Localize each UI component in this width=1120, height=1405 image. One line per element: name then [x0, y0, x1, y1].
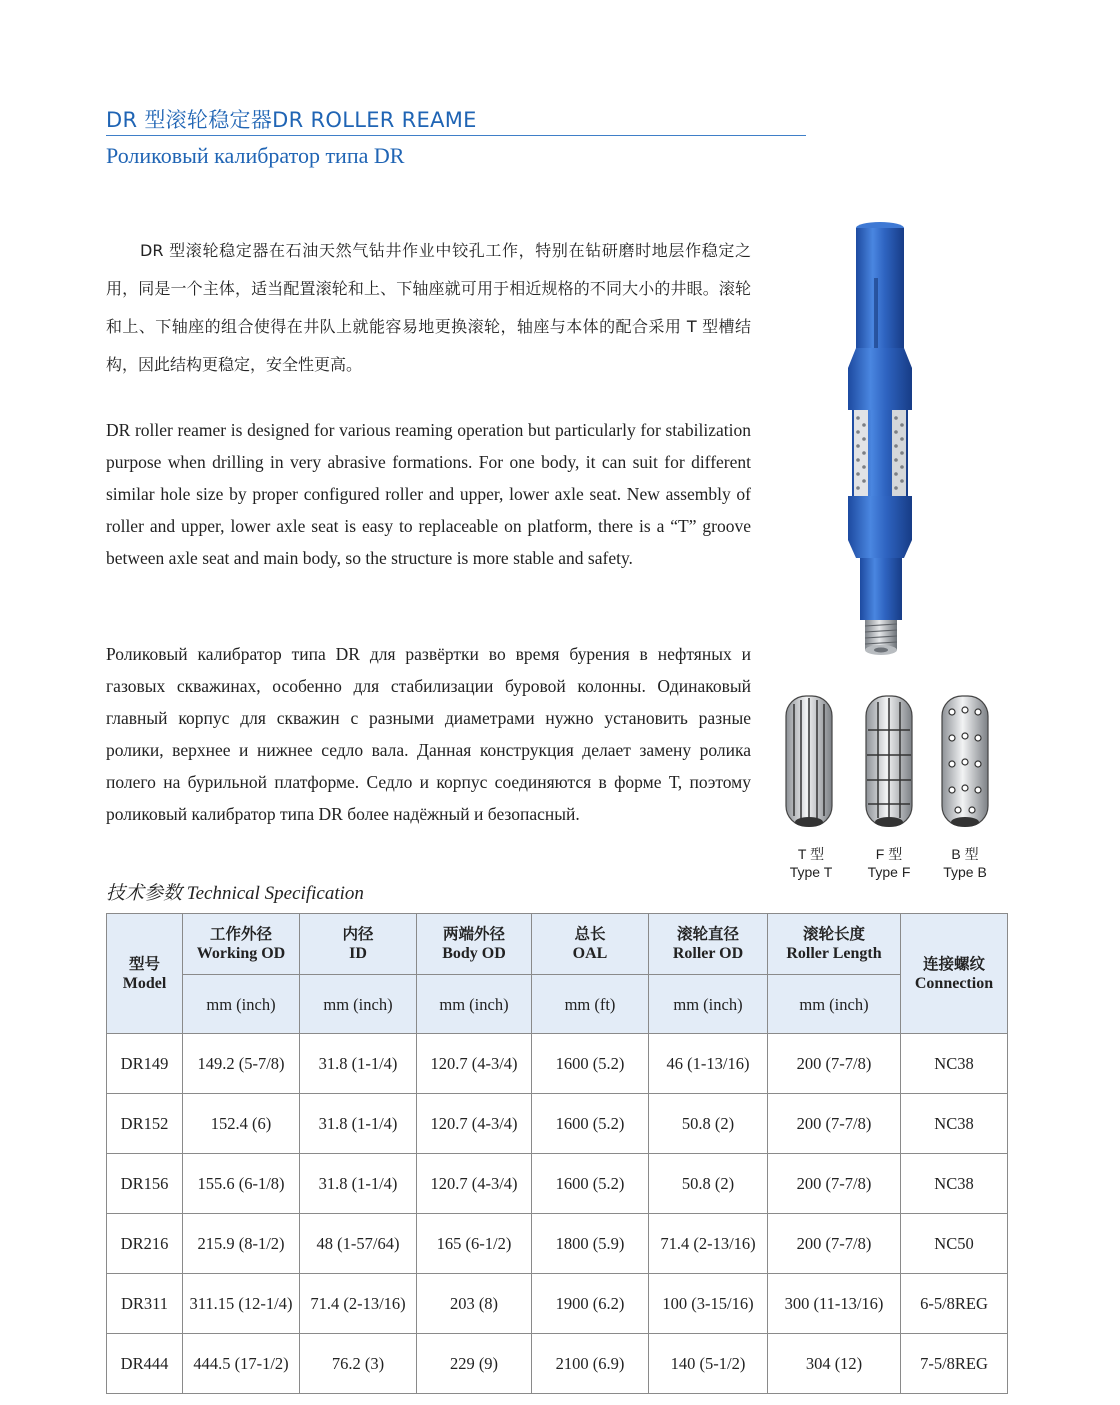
cell-oal: 1600 (5.2) [532, 1094, 649, 1154]
page-title: DR 型滚轮稳定器DR ROLLER REAME [106, 108, 477, 132]
cell-connection: NC38 [901, 1094, 1008, 1154]
cell-roller-od: 46 (1-13/16) [649, 1034, 768, 1094]
cell-body-od: 120.7 (4-3/4) [417, 1034, 532, 1094]
cell-model: DR149 [107, 1034, 183, 1094]
roller-caption-f-cn: F 型 [875, 846, 903, 862]
description-en: DR roller reamer is designed for various reaming operation but particularly for stabilization purpose when drilling in very abrasive formations. For one body, it can suit for different similar hole size by proper configured roller and upper, lower axle seat. New assembly of roller and upper, lower axle seat is easy to replaceable on platform, there is a “T” groove between axle seat and main body, so the structure is more stable and safety. [106, 420, 751, 568]
spec-section-title: 技术参数 Technical Specification [106, 883, 364, 904]
table-unit-row [107, 975, 1008, 1034]
roller-caption-t-en: Type T [789, 864, 833, 880]
cell-model: DR216 [107, 1214, 183, 1274]
cell-connection: NC50 [901, 1214, 1008, 1274]
table-row [107, 1274, 1008, 1334]
roller-caption-t-cn: T 型 [797, 846, 825, 862]
cell-connection: 6-5/8REG [901, 1274, 1008, 1334]
table-row [107, 1094, 1008, 1154]
cell-roller-length: 304 (12) [768, 1334, 901, 1394]
cell-body-od: 120.7 (4-3/4) [417, 1094, 532, 1154]
cell-oal: 1800 (5.9) [532, 1214, 649, 1274]
unit-id: mm (inch) [300, 975, 417, 1034]
roller-type-b-icon [942, 696, 988, 827]
roller-type-t-icon [786, 696, 832, 827]
cell-body-od: 203 (8) [417, 1274, 532, 1334]
cell-id: 76.2 (3) [300, 1334, 417, 1394]
unit-working-od: mm (inch) [183, 975, 300, 1034]
title-divider [106, 135, 806, 136]
roller-reamer-image [838, 218, 918, 663]
table-body [107, 1034, 1008, 1394]
roller-caption-b-en: Type B [943, 864, 987, 880]
roller-caption-b-cn: B 型 [951, 846, 979, 862]
table-row [107, 1334, 1008, 1394]
cell-roller-od: 50.8 (2) [649, 1094, 768, 1154]
cell-roller-length: 200 (7-7/8) [768, 1154, 901, 1214]
cell-roller-length: 300 (11-13/16) [768, 1274, 901, 1334]
unit-roller-length: mm (inch) [768, 975, 901, 1034]
cell-model: DR152 [107, 1094, 183, 1154]
cell-model: DR311 [107, 1274, 183, 1334]
cell-connection: NC38 [901, 1154, 1008, 1214]
cell-body-od: 120.7 (4-3/4) [417, 1154, 532, 1214]
cell-id: 31.8 (1-1/4) [300, 1034, 417, 1094]
cell-working-od: 215.9 (8-1/2) [183, 1214, 300, 1274]
cell-oal: 1600 (5.2) [532, 1034, 649, 1094]
cell-roller-length: 200 (7-7/8) [768, 1034, 901, 1094]
cell-connection: 7-5/8REG [901, 1334, 1008, 1394]
cell-id: 71.4 (2-13/16) [300, 1274, 417, 1334]
cell-roller-od: 71.4 (2-13/16) [649, 1214, 768, 1274]
table-row [107, 1214, 1008, 1274]
header-roller-length: 滚轮长度 Roller Length [768, 914, 901, 975]
cell-model: DR444 [107, 1334, 183, 1394]
roller-types-image [778, 690, 1008, 840]
cell-body-od: 229 (9) [417, 1334, 532, 1394]
table-header-row [107, 914, 1008, 975]
header-oal: 总长 OAL [532, 914, 649, 975]
cell-connection: NC38 [901, 1034, 1008, 1094]
cell-oal: 1900 (6.2) [532, 1274, 649, 1334]
cell-body-od: 165 (6-1/2) [417, 1214, 532, 1274]
cell-id: 48 (1-57/64) [300, 1214, 417, 1274]
cell-working-od: 444.5 (17-1/2) [183, 1334, 300, 1394]
header-body-od: 两端外径 Body OD [417, 914, 532, 975]
unit-roller-od: mm (inch) [649, 975, 768, 1034]
header-connection: 连接螺纹 Connection [901, 914, 1008, 1034]
page-subtitle-ru: Роликовый калибратор типа DR [106, 143, 405, 168]
table-row [107, 1154, 1008, 1214]
roller-caption-b [930, 845, 1000, 881]
table-row [107, 1034, 1008, 1094]
header-working-od: 工作外径 Working OD [183, 914, 300, 975]
roller-type-f-icon [866, 696, 912, 827]
cell-roller-od: 50.8 (2) [649, 1154, 768, 1214]
cell-working-od: 152.4 (6) [183, 1094, 300, 1154]
cell-working-od: 149.2 (5-7/8) [183, 1034, 300, 1094]
roller-caption-f [854, 845, 924, 881]
cell-working-od: 311.15 (12-1/4) [183, 1274, 300, 1334]
header-roller-od: 滚轮直径 Roller OD [649, 914, 768, 975]
unit-oal: mm (ft) [532, 975, 649, 1034]
cell-oal: 2100 (6.9) [532, 1334, 649, 1394]
roller-caption-f-en: Type F [867, 864, 911, 880]
cell-id: 31.8 (1-1/4) [300, 1094, 417, 1154]
cell-oal: 1600 (5.2) [532, 1154, 649, 1214]
cell-working-od: 155.6 (6-1/8) [183, 1154, 300, 1214]
header-id: 内径 ID [300, 914, 417, 975]
roller-caption-t [776, 845, 846, 881]
cell-id: 31.8 (1-1/4) [300, 1154, 417, 1214]
cell-roller-length: 200 (7-7/8) [768, 1214, 901, 1274]
description-ru: Роликовый калибратор типа DR для развёртки во время бурения в нефтяных и газовых скважинах, особенно для стабилизации буровой колонны. Одинаковый главный корпус для скважин с разными диаметрами нужно установить разные ролики, верхнее и нижнее седло вала. Данная конструкция делает замену ролика полего на бурильной платформе. Седло и корпус соединяются в форме Т, поэтому роликовый калибратор типа DR более надёжный и безопасный. [106, 644, 751, 824]
cell-roller-od: 100 (3-15/16) [649, 1274, 768, 1334]
unit-body-od: mm (inch) [417, 975, 532, 1034]
cell-model: DR156 [107, 1154, 183, 1214]
cell-roller-length: 200 (7-7/8) [768, 1094, 901, 1154]
description-cn: DR 型滚轮稳定器在石油天然气钻井作业中铰孔工作，特别在钻研磨时地层作稳定之用，同是一个主体，适当配置滚轮和上、下轴座就可用于相近规格的不同大小的井眼。滚轮和上、下轴座的组合使得在井队上就能容易地更换滚轮，轴座与本体的配合采用 T 型槽结构，因此结构更稳定，安全性更高。 [106, 241, 751, 374]
header-model: 型号 Model [107, 914, 183, 1034]
cell-roller-od: 140 (5-1/2) [649, 1334, 768, 1394]
spec-table [106, 913, 1008, 1394]
